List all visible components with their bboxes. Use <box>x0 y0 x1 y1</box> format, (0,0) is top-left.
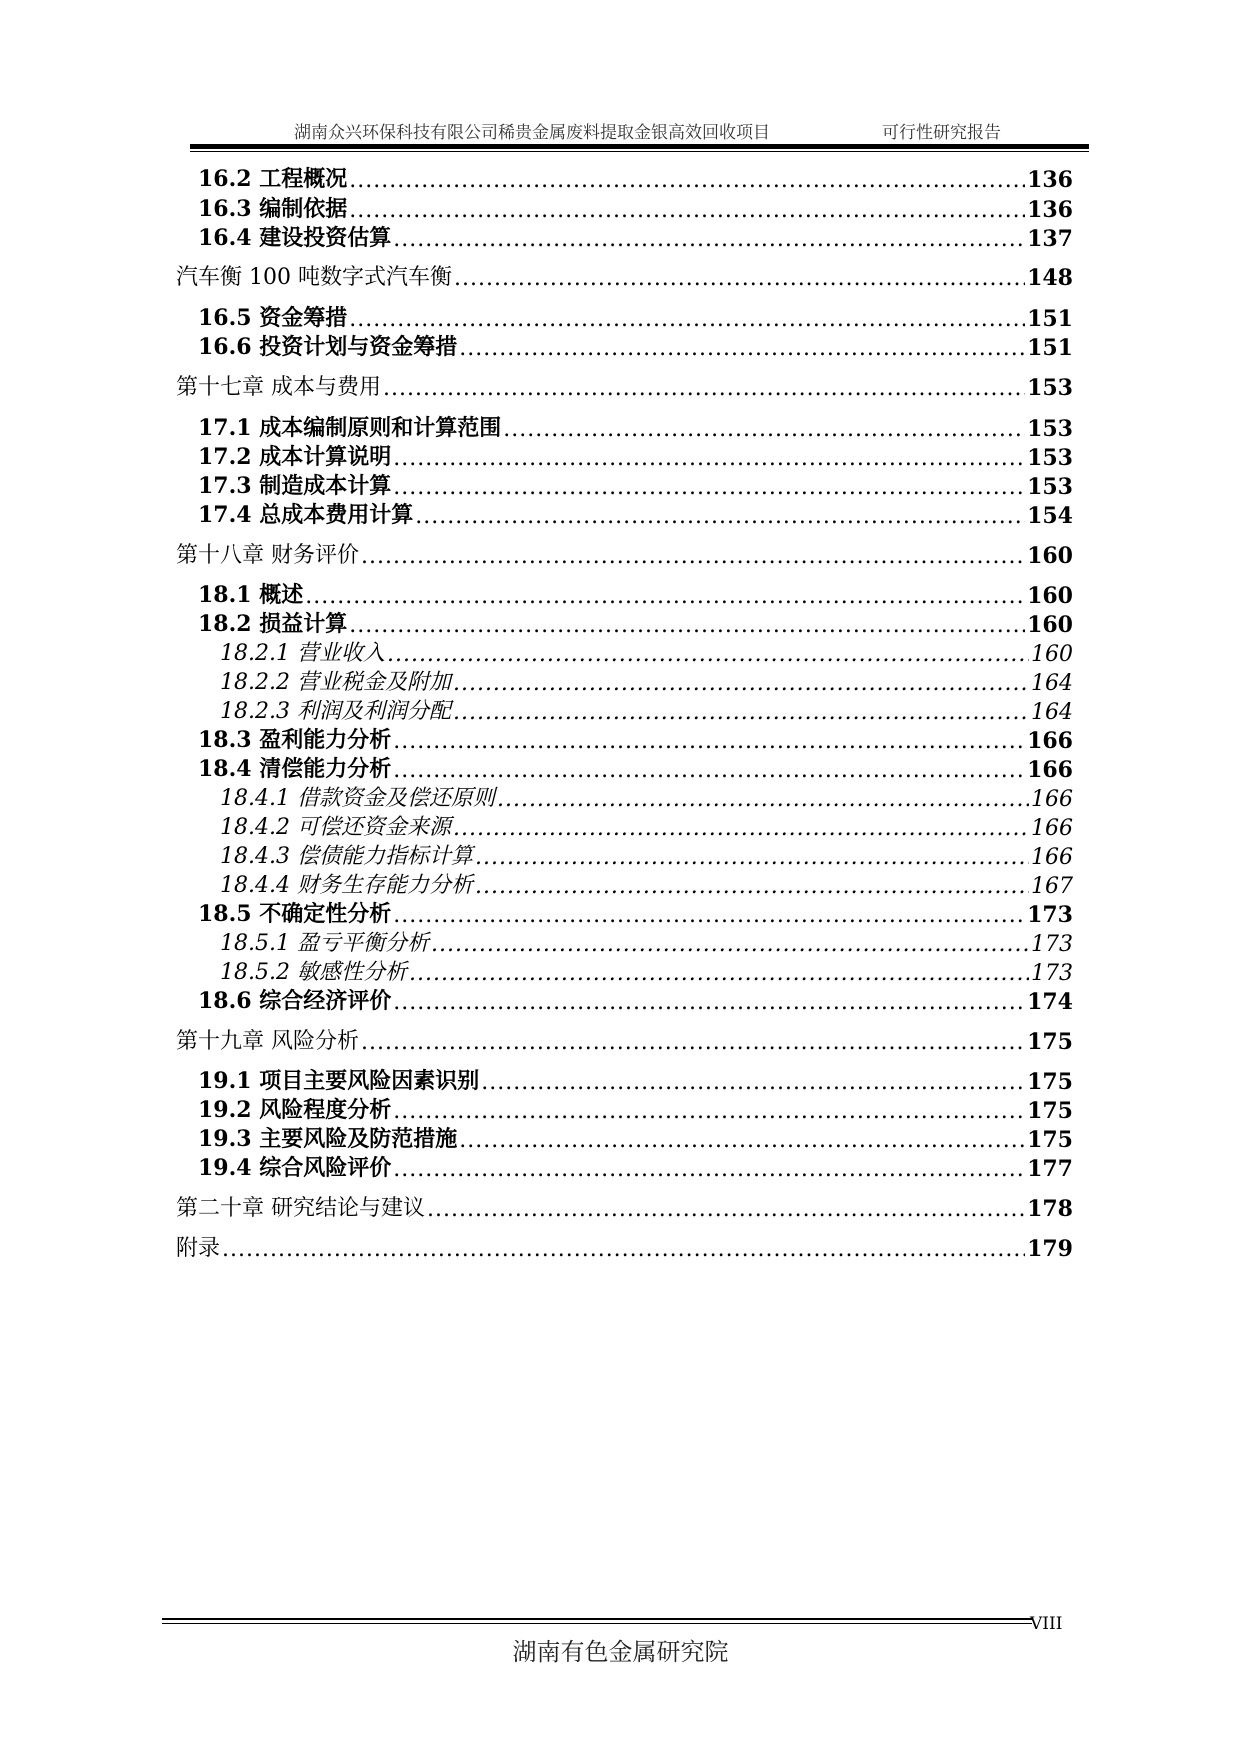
header-project-title: 湖南众兴环保科技有限公司稀贵金属废料提取金银高效回收项目 <box>294 123 770 143</box>
toc-entry[interactable] <box>176 1229 1073 1262</box>
toc-entry-title: 18.5.1 盈亏平衡分析 <box>220 931 429 956</box>
toc-leader-dots <box>415 504 1025 529</box>
toc-entry-page: 136 <box>1027 197 1073 223</box>
toc-entry-title: 19.4 综合风险评价 <box>198 1155 392 1181</box>
toc-entry-title: 18.4.3 偿债能力指标计算 <box>220 844 473 869</box>
toc-entry-title: 17.2 成本计算说明 <box>198 444 392 470</box>
toc-entry-page: 175 <box>1027 1127 1073 1153</box>
toc-entry[interactable] <box>198 1149 1073 1182</box>
toc-entry-page: 148 <box>1027 265 1073 291</box>
toc-entry-title: 18.2.3 利润及利润分配 <box>220 699 451 724</box>
page-number: VIII <box>1030 1614 1063 1634</box>
toc-leader-dots <box>222 1237 1025 1262</box>
toc-entry-page: 153 <box>1027 474 1073 500</box>
toc-entry[interactable] <box>176 368 1073 401</box>
toc-entry-title: 18.6 综合经济评价 <box>198 988 392 1014</box>
toc-entry-page: 167 <box>1031 874 1073 899</box>
toc-entry-page: 153 <box>1027 416 1073 442</box>
toc-entry-title: 17.3 制造成本计算 <box>198 473 392 499</box>
toc-entry-title: 18.4 清偿能力分析 <box>198 756 392 782</box>
toc-leader-dots <box>361 544 1025 569</box>
toc-entry-page: 173 <box>1031 932 1073 957</box>
toc-leader-dots <box>454 266 1025 291</box>
toc-entry-title: 16.4 建设投资估算 <box>198 225 392 251</box>
toc-entry-title: 17.1 成本编制原则和计算范围 <box>198 415 502 441</box>
toc-entry-page: 173 <box>1031 961 1073 986</box>
toc-entry-title: 16.2 工程概况 <box>198 166 348 192</box>
toc-entry-page: 166 <box>1027 728 1073 754</box>
toc-entry-title: 18.1 概述 <box>198 582 304 608</box>
toc-entry-page: 164 <box>1031 671 1073 696</box>
toc-entry-page: 174 <box>1027 989 1073 1015</box>
toc-entry-page: 175 <box>1027 1069 1073 1095</box>
toc-entry[interactable] <box>198 496 1073 529</box>
toc-entry-title: 汽车衡 100 吨数字式汽车衡 <box>176 265 452 290</box>
toc-entry[interactable] <box>176 536 1073 569</box>
toc-leader-dots <box>427 1197 1025 1222</box>
toc-entry-title: 18.4.4 财务生存能力分析 <box>220 873 473 898</box>
toc-entry[interactable] <box>176 1022 1073 1055</box>
toc-entry-page: 175 <box>1027 1029 1073 1055</box>
header-rule-thin <box>190 151 1089 152</box>
toc-leader-dots <box>393 1157 1025 1182</box>
page-header <box>190 116 1090 144</box>
toc-entry-page: 153 <box>1027 375 1073 401</box>
toc-entry-title: 19.1 项目主要风险因素识别 <box>198 1068 480 1094</box>
toc-entry-page: 154 <box>1027 503 1073 529</box>
toc-entry-title: 18.4.2 可偿还资金来源 <box>220 815 451 840</box>
toc-entry-page: 164 <box>1031 700 1073 725</box>
toc-entry-page: 160 <box>1027 612 1073 638</box>
toc-entry-title: 19.3 主要风险及防范措施 <box>198 1126 458 1152</box>
toc-leader-dots <box>393 990 1025 1015</box>
toc-entry-title: 18.2.2 营业税金及附加 <box>220 670 451 695</box>
toc-entry-title: 18.2 损益计算 <box>198 611 348 637</box>
toc-entry-title: 第十八章 财务评价 <box>176 543 359 568</box>
toc-entry-title: 第十七章 成本与费用 <box>176 375 381 400</box>
toc-entry[interactable] <box>198 328 1073 361</box>
toc-entry[interactable] <box>198 160 1073 193</box>
toc-entry-title: 16.5 资金筹措 <box>198 305 348 331</box>
toc-leader-dots <box>383 376 1025 401</box>
toc-entry-title: 18.3 盈利能力分析 <box>198 727 392 753</box>
footer-rule-thin <box>162 1623 1032 1624</box>
header-rule <box>190 144 1089 149</box>
toc-entry-page: 160 <box>1027 583 1073 609</box>
toc-entry[interactable] <box>198 982 1073 1015</box>
toc-entry-page: 153 <box>1027 445 1073 471</box>
toc-entry-title: 16.3 编制依据 <box>198 196 348 222</box>
toc-entry-page: 160 <box>1031 642 1073 667</box>
toc-entry-title: 18.2.1 营业收入 <box>220 641 385 666</box>
toc-entry-page: 166 <box>1027 757 1073 783</box>
toc-entry-title: 19.2 风险程度分析 <box>198 1097 392 1123</box>
toc-entry[interactable] <box>176 258 1073 291</box>
toc-entry-page: 151 <box>1027 306 1073 332</box>
toc-entry[interactable] <box>176 1189 1073 1222</box>
footer-rule <box>162 1618 1032 1620</box>
toc-entry-page: 177 <box>1027 1156 1073 1182</box>
toc-entry-title: 16.6 投资计划与资金筹措 <box>198 334 458 360</box>
toc-leader-dots <box>361 1030 1025 1055</box>
toc-entry-page: 160 <box>1027 543 1073 569</box>
toc-entry-page: 137 <box>1027 226 1073 252</box>
footer-institute: 湖南有色金属研究院 <box>512 1638 729 1666</box>
toc-entry[interactable] <box>198 219 1073 252</box>
toc-entry-title: 18.5 不确定性分析 <box>198 901 392 927</box>
toc-leader-dots <box>393 227 1025 252</box>
toc-entry-title: 附录 <box>176 1236 221 1261</box>
toc-entry-page: 166 <box>1031 787 1073 812</box>
toc-entry-page: 173 <box>1027 902 1073 928</box>
toc-entry-page: 166 <box>1031 845 1073 870</box>
header-document-type: 可行性研究报告 <box>882 123 1001 143</box>
toc-entry-title: 第十九章 风险分析 <box>176 1029 359 1054</box>
toc-entry-page: 151 <box>1027 335 1073 361</box>
toc-entry-page: 179 <box>1027 1236 1073 1262</box>
toc-entry-page: 178 <box>1027 1196 1073 1222</box>
toc-entry-page: 175 <box>1027 1098 1073 1124</box>
toc-entry-title: 18.5.2 敏感性分析 <box>220 960 407 985</box>
toc-leader-dots <box>459 336 1025 361</box>
toc-entry-page: 136 <box>1027 167 1073 193</box>
toc-entry-title: 18.4.1 借款资金及偿还原则 <box>220 786 495 811</box>
toc-entry-title: 第二十章 研究结论与建议 <box>176 1196 425 1221</box>
toc-entry-page: 166 <box>1031 816 1073 841</box>
toc-entry-title: 17.4 总成本费用计算 <box>198 502 414 528</box>
